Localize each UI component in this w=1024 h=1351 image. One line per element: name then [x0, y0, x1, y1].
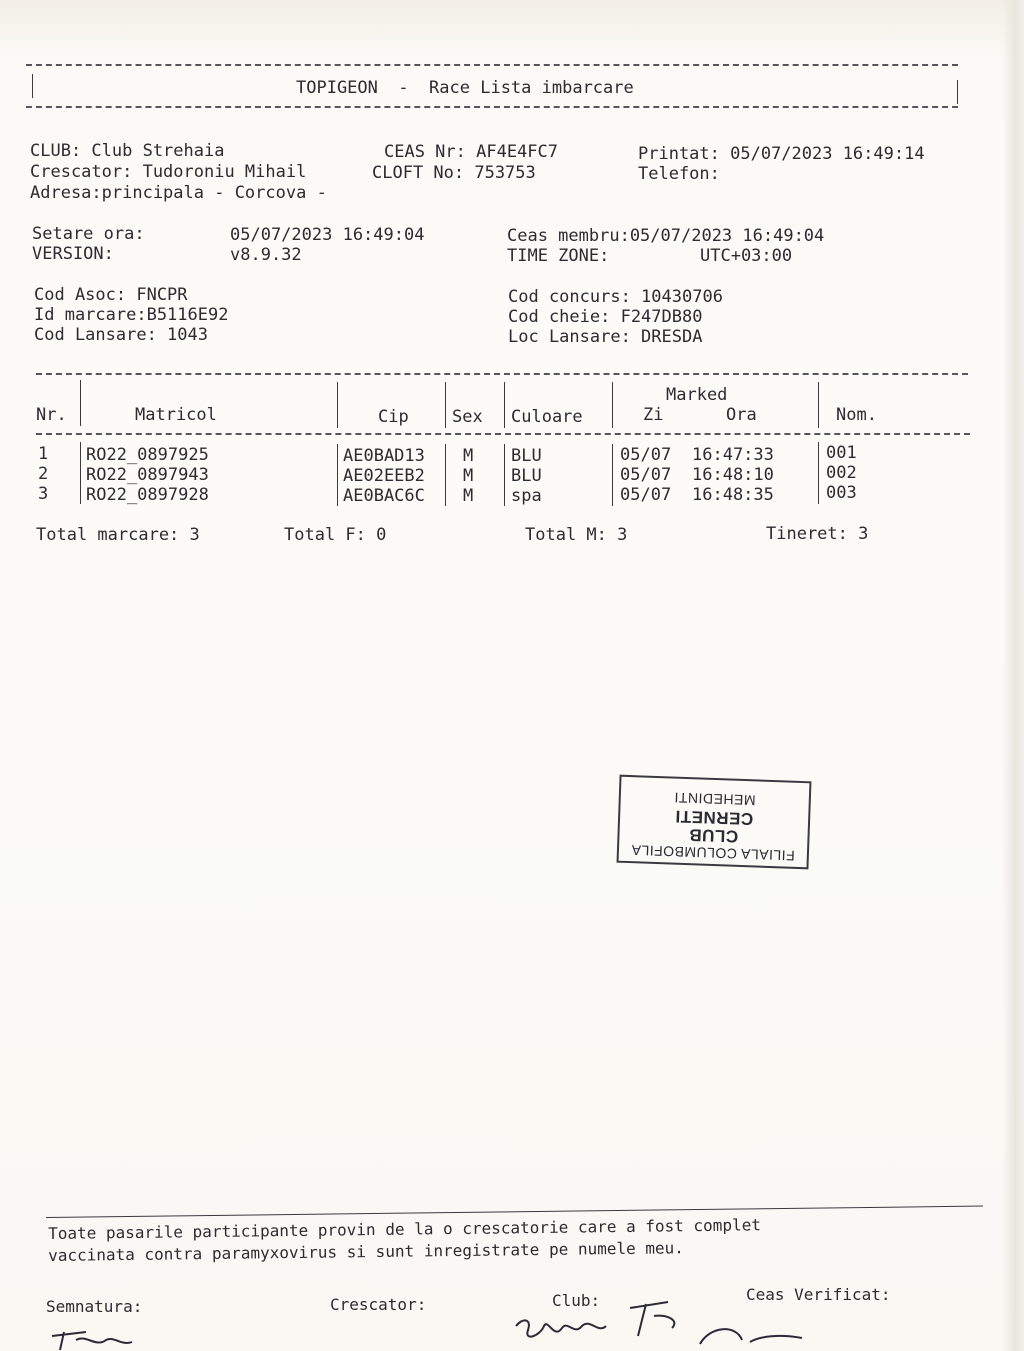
- body-divider-4: [504, 444, 505, 506]
- body-divider-6: [818, 442, 819, 504]
- loc-lansare: Loc Lansare: DRESDA: [508, 327, 703, 347]
- cell-culoare: BLU: [511, 466, 542, 486]
- setare-ora-value: 05/07/2023 16:49:04: [230, 225, 425, 245]
- th-nr: Nr.: [36, 405, 67, 425]
- page-title: TOPIGEON - Race Lista imbarcare: [296, 78, 634, 98]
- table-header-rule: [36, 433, 970, 435]
- total-f: Total F: 0: [284, 525, 387, 545]
- cell-cip: AE0BAC6C: [343, 486, 425, 506]
- cod-cheie: Cod cheie: F247DB80: [508, 307, 703, 327]
- tineret: Tineret: 3: [766, 524, 869, 544]
- version-label: VERSION:: [32, 244, 114, 264]
- th-culoare: Culoare: [511, 407, 583, 427]
- crescator-label: Crescator:: [330, 1295, 427, 1314]
- body-divider-3: [445, 444, 446, 506]
- cell-culoare: BLU: [511, 446, 542, 466]
- col-divider-2: [337, 382, 338, 428]
- time-zone-value: UTC+03:00: [700, 246, 793, 266]
- col-divider-1: [80, 380, 81, 426]
- total-m: Total M: 3: [525, 525, 628, 545]
- club-line: CLUB: Club Strehaia: [30, 141, 225, 161]
- paper-edge: [1002, 0, 1024, 1351]
- statement-line2: vaccinata contra paramyxovirus si sunt inregistrate pe numele meu.: [48, 1238, 684, 1265]
- adresa-line: Adresa:principala - Corcova -: [30, 183, 327, 203]
- col-divider-3: [445, 382, 446, 428]
- cell-matricol: RO22_0897925: [86, 445, 209, 465]
- th-sex: Sex: [452, 407, 483, 427]
- cell-nom: 003: [826, 483, 857, 503]
- cell-ora: 16:48:10: [692, 465, 774, 485]
- stamp-line2: CLUB: [688, 825, 739, 846]
- statement-line1: Toate pasarile participante provin de la o crescatorie care a fost complet: [48, 1215, 762, 1243]
- signature-mark-2: [510, 1296, 810, 1351]
- stamp-line1: FILIALA COLUMBOFILA: [630, 842, 795, 864]
- cell-nom: 001: [826, 443, 857, 463]
- col-divider-6: [818, 382, 819, 428]
- th-zi: Zi: [643, 405, 664, 425]
- telefon: Telefon:: [638, 164, 720, 184]
- header-bottom-rule: [26, 106, 958, 108]
- body-divider-5: [612, 444, 613, 506]
- cod-concurs: Cod concurs: 10430706: [508, 287, 723, 307]
- signature-mark-1: [46, 1322, 146, 1351]
- cell-ora: 16:47:33: [692, 445, 774, 465]
- header-top-rule: [26, 64, 958, 66]
- cell-culoare: spa: [511, 486, 542, 506]
- cell-matricol: RO22_0897928: [86, 485, 209, 505]
- ceas-nr: CEAS Nr: AF4E4FC7: [384, 142, 558, 162]
- table-top-rule: [36, 373, 968, 375]
- stamp-line3: CERNETI: [674, 806, 754, 829]
- cell-nr: 3: [38, 484, 49, 504]
- header-left-bar: [32, 74, 33, 98]
- cell-sex: M: [463, 466, 474, 486]
- th-matricol: Matricol: [135, 405, 217, 425]
- cell-zi: 05/07: [620, 445, 672, 465]
- col-divider-5: [612, 382, 613, 428]
- ceas-verificat-label: Ceas Verificat:: [746, 1285, 891, 1304]
- cell-matricol: RO22_0897943: [86, 465, 209, 485]
- club-stamp: [617, 775, 812, 870]
- th-cip: Cip: [378, 407, 409, 427]
- stamp-line4: MEHEDINTI: [673, 789, 756, 809]
- cell-nr: 1: [38, 444, 49, 464]
- cell-nom: 002: [826, 463, 857, 483]
- header-right-bar: [957, 80, 958, 104]
- cod-lansare: Cod Lansare: 1043: [34, 325, 208, 345]
- setare-ora-label: Setare ora:: [32, 224, 145, 244]
- id-marcare: Id marcare:B5116E92: [34, 305, 229, 325]
- cell-sex: M: [463, 446, 474, 466]
- th-ora: Ora: [726, 405, 757, 425]
- th-nom: Nom.: [836, 405, 877, 425]
- cell-sex: M: [463, 486, 474, 506]
- crescator-line: Crescator: Tudoroniu Mihail: [30, 162, 307, 182]
- time-zone-label: TIME ZONE:: [507, 246, 610, 266]
- club-label: Club:: [552, 1291, 601, 1310]
- total-marcare: Total marcare: 3: [36, 525, 200, 545]
- cloft-no: CLOFT No: 753753: [372, 163, 536, 183]
- col-divider-4: [504, 382, 505, 428]
- cell-zi: 05/07: [620, 465, 672, 485]
- printat: Printat: 05/07/2023 16:49:14: [638, 144, 925, 164]
- cod-asoc: Cod Asoc: FNCPR: [34, 285, 188, 305]
- cell-cip: AE02EEB2: [343, 466, 425, 486]
- th-marked: Marked: [666, 385, 728, 405]
- cell-nr: 2: [38, 464, 49, 484]
- body-divider-1: [80, 442, 81, 504]
- version-value: v8.9.32: [230, 245, 302, 265]
- body-divider-2: [337, 444, 338, 506]
- semnatura-label: Semnatura:: [46, 1297, 143, 1316]
- cell-cip: AE0BAD13: [343, 446, 425, 466]
- ceas-membru: Ceas membru:05/07/2023 16:49:04: [507, 226, 825, 246]
- cell-zi: 05/07: [620, 485, 672, 505]
- cell-ora: 16:48:35: [692, 485, 774, 505]
